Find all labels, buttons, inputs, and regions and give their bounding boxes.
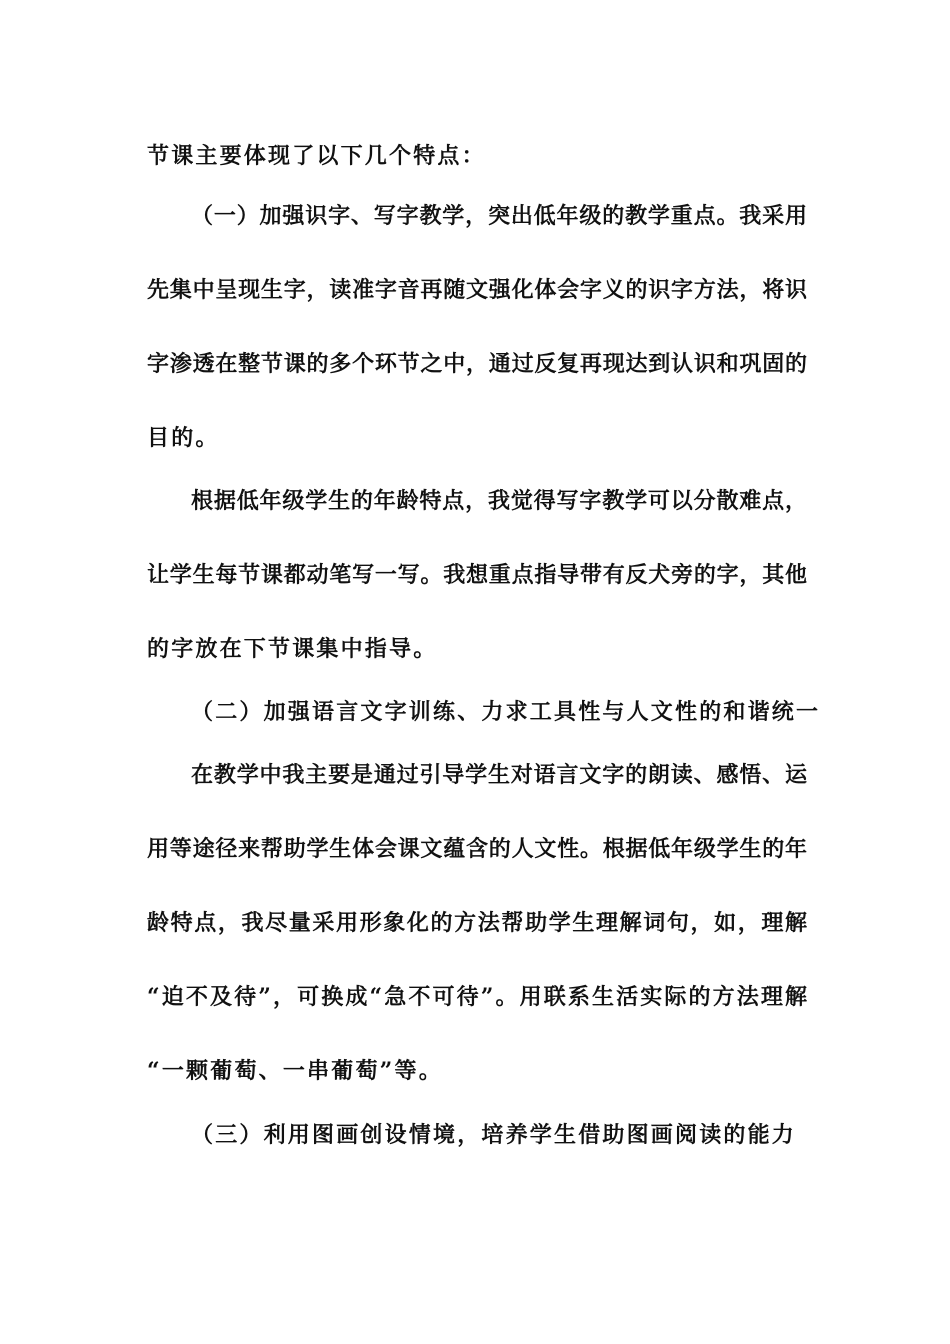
text-line: （三）利用图画创设情境，培养学生借助图画阅读的能力 (191, 1122, 797, 1148)
text-line: 让学生每节课都动笔写一写。我想重点指导带有反犬旁的字，其他 (147, 562, 807, 588)
text-line: 节课主要体现了以下几个特点： (147, 143, 486, 169)
text-line: 用等途径来帮助学生体会课文蕴含的人文性。根据低年级学生的年 (147, 836, 807, 862)
text-line: （一）加强识字、写字教学，突出低年级的教学重点。我采用 (191, 203, 807, 229)
text-line: “一颗葡萄、一串葡萄”等。 (147, 1058, 443, 1084)
text-line: 先集中呈现生字，读准字音再随文强化体会字义的识字方法，将识 (147, 277, 807, 303)
text-line: 的字放在下节课集中指导。 (147, 636, 438, 662)
text-line: （二）加强语言文字训练、力求工具性与人文性的和谐统一 (191, 699, 821, 725)
text-line: 龄特点，我尽量采用形象化的方法帮助学生理解词句，如，理解 (147, 910, 807, 936)
text-line: 根据低年级学生的年龄特点，我觉得写字教学可以分散难点， (191, 488, 807, 514)
text-line: “迫不及待”，可换成“急不可待”。用联系生活实际的方法理解 (147, 984, 807, 1010)
text-line: 字渗透在整节课的多个环节之中，通过反复再现达到认识和巩固的 (147, 351, 807, 377)
text-line: 目的。 (147, 425, 220, 451)
text-line: 在教学中我主要是通过引导学生对语言文字的朗读、感悟、运 (191, 762, 807, 788)
